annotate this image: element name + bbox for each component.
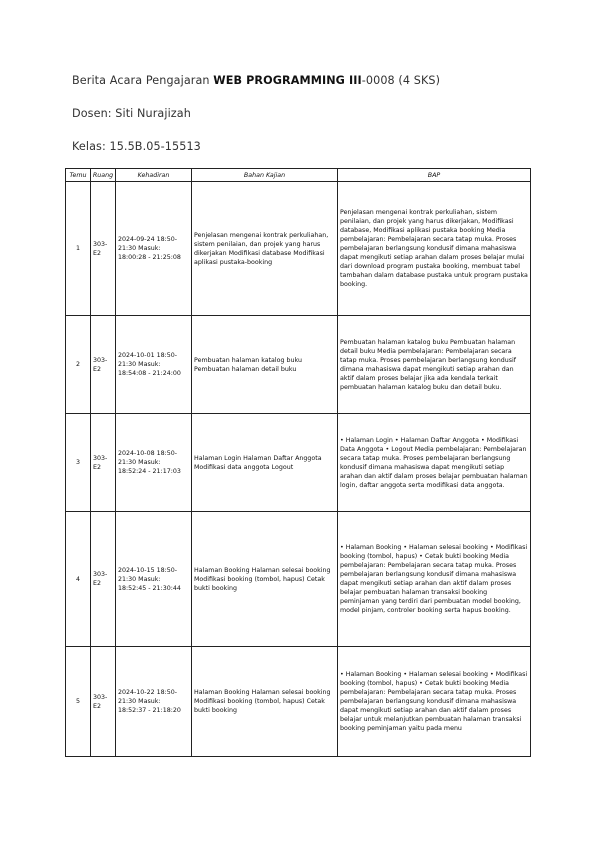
cell-kehadiran: 2024-10-22 18:50-21:30 Masuk: 18:52:37 - 21:18:20 — [116, 647, 192, 757]
table-row — [66, 182, 531, 316]
cell-bap: Penjelasan mengenai kontrak perkuliahan, sistem penilaian, dan projek yang harus dikerjakan, Modifikasi database, Modifikasi aplikasi pustaka booking Media pembelajaran: Pembelajaran secara tatap muka. Proses pembelajaran berlangsung kondusif dimana mahasiswa dapat mengikuti setiap arahan dalam proses belajar mulai dari download program pustaka booking, membuat tabel tambahan dalam database pustaka untuk program pustaka booking. — [338, 182, 531, 316]
cell-bap: • Halaman Booking • Halaman selesai booking • Modifikasi booking (tombol, hapus) • Cetak bukti booking Media pembelajaran: Pembelajaran secara tatap muka. Proses pembelajaran berlangsung kondusif dimana mahasiswa dapat mengikuti setiap arahan dan aktif dalam proses belajar pembuatan halaman transaksi booking peminjaman yang terdiri dari pembuatan model booking, model pinjam, controler booking serta hapus booking. — [338, 512, 531, 647]
title-prefix: Berita Acara Pengajaran — [72, 74, 214, 87]
cell-bap: • Halaman Booking • Halaman selesai booking • Modifikasi booking (tombol, hapus) • Cetak bukti booking Media pembelajaran: Pembelajaran secara tatap muka. Proses pembelajaran berlangsung kondusif dimana mahasiswa dapat mengikuti setiap arahan dan aktif dalam proses belajar untuk melanjutkan pembuatan halaman transaksi booking peminjaman yaitu pada menu — [338, 647, 531, 757]
cell-ruang: 303-E2 — [91, 647, 116, 757]
table-row — [66, 414, 531, 512]
cell-ruang: 303-E2 — [91, 182, 116, 316]
class-line: Kelas: 15.5B.05-15513 — [72, 140, 201, 153]
cell-bahan-kajian: Halaman Login Halaman Daftar Anggota Modifikasi data anggota Logout — [192, 414, 338, 512]
cell-bahan-kajian: Pembuatan halaman katalog buku Pembuatan halaman detail buku — [192, 316, 338, 414]
table-row — [66, 316, 531, 414]
course-code: -0008 (4 SKS) — [361, 74, 441, 87]
cell-kehadiran: 2024-10-08 18:50-21:30 Masuk: 18:52:24 - 21:17:03 — [116, 414, 192, 512]
document-title — [72, 74, 440, 87]
header-bap: BAP — [338, 169, 531, 182]
cell-temu: 3 — [66, 414, 91, 512]
cell-temu: 2 — [66, 316, 91, 414]
table-row — [66, 512, 531, 647]
cell-bahan-kajian: Penjelasan mengenai kontrak perkuliahan, sistem penilaian, dan projek yang harus dikerjakan Modifikasi database Modifikasi aplikasi pustaka-booking — [192, 182, 338, 316]
header-ruang: Ruang — [91, 169, 116, 182]
lecturer-line: Dosen: Siti Nurajizah — [72, 107, 191, 120]
cell-kehadiran: 2024-10-01 18:50-21:30 Masuk: 18:54:08 - 21:24:00 — [116, 316, 192, 414]
cell-bap: • Halaman Login • Halaman Daftar Anggota • Modifikasi Data Anggota • Logout Media pembelajaran: Pembelajaran secara tatap muka. Proses pembelajaran berlangsung kondusif dimana mahasiswa dapat mengikuti setiap arahan dan aktif dalam proses belajar pembuatan halaman login, daftar anggota serta modifikasi data anggota. — [338, 414, 531, 512]
cell-temu: 5 — [66, 647, 91, 757]
cell-ruang: 303-E2 — [91, 414, 116, 512]
cell-kehadiran: 2024-10-15 18:50-21:30 Masuk: 18:52:45 - 21:30:44 — [116, 512, 192, 647]
header-bahan-kajian: Bahan Kajian — [192, 169, 338, 182]
header-temu: Temu — [66, 169, 91, 182]
cell-ruang: 303-E2 — [91, 316, 116, 414]
cell-bahan-kajian: Halaman Booking Halaman selesai booking Modifikasi booking (tombol, hapus) Cetak bukti booking — [192, 647, 338, 757]
table-header-row — [66, 169, 531, 182]
cell-temu: 1 — [66, 182, 91, 316]
header-kehadiran: Kehadiran — [116, 169, 192, 182]
cell-bap: Pembuatan halaman katalog buku Pembuatan halaman detail buku Media pembelajaran: Pembelajaran secara tatap muka. Proses pembelajaran berlangsung kondusif dimana mahasiswa dapat mengikuti setiap arahan dan aktif dalam proses belajar jika ada kendala terkait pembuatan halaman katalog buku dan detail buku. — [338, 316, 531, 414]
table-row — [66, 647, 531, 757]
course-name: WEB PROGRAMMING III — [213, 74, 362, 87]
cell-temu: 4 — [66, 512, 91, 647]
bap-table — [65, 168, 531, 757]
cell-bahan-kajian: Halaman Booking Halaman selesai booking Modifikasi booking (tombol, hapus) Cetak bukti booking — [192, 512, 338, 647]
cell-kehadiran: 2024-09-24 18:50-21:30 Masuk: 18:00:28 - 21:25:08 — [116, 182, 192, 316]
cell-ruang: 303-E2 — [91, 512, 116, 647]
